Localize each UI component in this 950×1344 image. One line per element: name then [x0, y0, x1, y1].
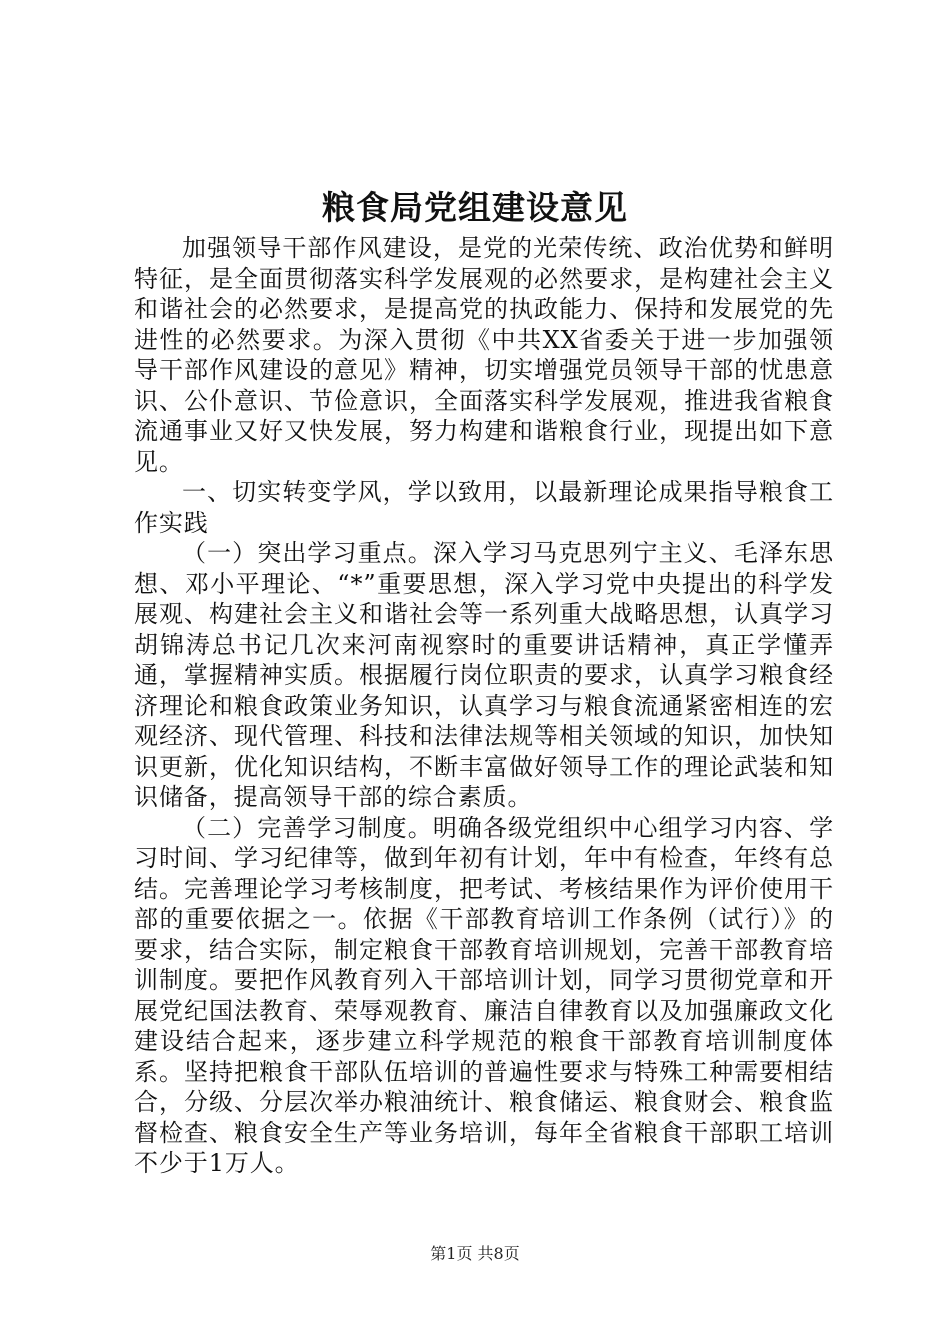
section-heading-1: 一、切实转变学风，学以致用，以最新理论成果指导粮食工作实践 — [134, 478, 834, 537]
paragraph-study-focus: （一）突出学习重点。深入学习马克思列宁主义、毛泽东思想、邓小平理论、“*”重要思想，深入学习党中央提出的科学发展观、构建社会主义和谐社会等一系列重大战略思想，认真学习胡锦涛总书记几次来河南视察时的重要讲话精神，真正学懂弄通，掌握精神实质。根据履行岗位职责的要求，认真学习粮食经济理论和粮食政策业务知识，认真学习与粮食流通紧密相连的宏观经济、现代管理、科技和法律法规等相关领域的知识，加快知识更新，优化知识结构，不断丰富做好领导工作的理论武装和知识储备，提高领导干部的综合素质。 — [134, 539, 834, 811]
page-number-footer: 第1页 共8页 — [430, 1244, 520, 1263]
paragraph-intro: 加强领导干部作风建设，是党的光荣传统、政治优势和鲜明特征，是全面贯彻落实科学发展观的必然要求，是构建社会主义和谐社会的必然要求，是提高党的执政能力、保持和发展党的先进性的必然要求。为深入贯彻《中共XX省委关于进一步加强领导干部作风建设的意见》精神，切实增强党员领导干部的忧患意识、公仆意识、节俭意识，全面落实科学发展观，推进我省粮食流通事业又好又快发展，努力构建和谐粮食行业，现提出如下意见。 — [134, 234, 834, 476]
paragraph-study-system: （二）完善学习制度。明确各级党组织中心组学习内容、学习时间、学习纪律等，做到年初有计划，年中有检查，年终有总结。完善理论学习考核制度，把考试、考核结果作为评价使用干部的重要依据之一。依据《干部教育培训工作条例（试行）》的要求，结合实际，制定粮食干部教育培训规划，完善干部教育培训制度。要把作风教育列入干部培训计划，同学习贯彻党章和开展党纪国法教育、荣辱观教育、廉洁自律教育以及加强廉政文化建设结合起来，逐步建立科学规范的粮食干部教育培训制度体系。坚持把粮食干部队伍培训的普遍性要求与特殊工种需要相结合，分级、分层次举办粮油统计、粮食储运、粮食财会、粮食监督检查、粮食安全生产等业务培训，每年全省粮食干部职工培训不少于1万人。 — [134, 813, 834, 1177]
document-body — [134, 233, 834, 1179]
document-title: 粮食局党组建设意见 — [322, 188, 628, 227]
